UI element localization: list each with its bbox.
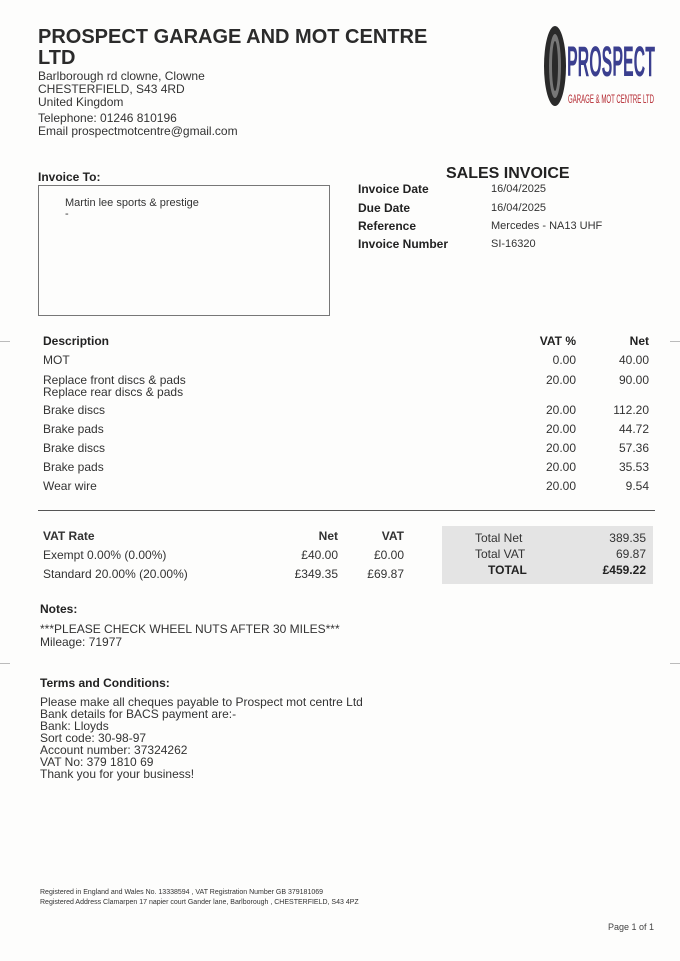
terms-line: Sort code: 30-98-97 [40,731,147,745]
vat-row-vat: £69.87 [367,567,404,581]
total-vat-label: Total VAT [475,547,526,561]
vat-table-net-header: Net [318,529,338,543]
company-name: PROSPECT GARAGE AND MOT CENTRE LTD [38,26,428,69]
vat-rate-row: Standard 20.00% (20.00%) [43,567,188,581]
vat-percent-header: VAT % [539,334,576,348]
notes-line: ***PLEASE CHECK WHEEL NUTS AFTER 30 MILES*** [40,622,340,636]
invoice-date-label: Invoice Date [358,182,429,196]
total-label: TOTAL [488,563,527,577]
footer-address: Registered Address Clamarpen 17 napier court Gander lane, Barlborough , CHESTERFIELD, S43 4PZ [40,899,359,906]
line-item-vat: 0.00 [552,353,576,367]
company-logo [542,24,658,112]
margin-tick [670,663,680,664]
invoice-number-label: Invoice Number [358,237,449,251]
line-item-description: Brake discs [43,441,106,455]
invoice-title: SALES INVOICE [446,165,570,182]
margin-tick [670,341,680,342]
invoice-date: 16/04/2025 [491,183,547,195]
net-header: Net [629,334,649,348]
company-address-line1: Barlborough rd clowne, Clowne [38,69,205,83]
line-item-description: Brake pads [43,422,104,436]
line-item-description: Wear wire [43,479,97,493]
line-item-net: 9.54 [625,479,649,493]
company-email: Email prospectmotcentre@gmail.com [38,124,238,138]
total-amount: £459.22 [602,563,646,577]
line-item-vat: 20.00 [545,422,576,436]
invoice-to-box [38,185,330,316]
due-date-label: Due Date [358,201,411,215]
total-net: 389.35 [609,531,646,545]
line-item-net: 90.00 [618,373,649,387]
line-item-vat: 20.00 [545,403,576,417]
total-net-label: Total Net [475,531,523,545]
line-item-net: 112.20 [613,403,649,417]
description-header: Description [43,334,110,348]
company-telephone: Telephone: 01246 810196 [38,111,177,125]
reference: Mercedes - NA13 UHF [491,220,603,232]
terms-title: Terms and Conditions: [40,676,170,690]
logo-tagline: GARAGE & MOT CENTRE LTD [568,92,655,106]
terms-line: Bank: Lloyds [40,719,109,733]
vat-rate-header: VAT Rate [43,529,95,543]
footer-registration: Registered in England and Wales No. 13338594 , VAT Registration Number GB 379181069 [40,889,324,896]
line-item-description-extra: Replace rear discs & pads [43,385,184,399]
customer-name: Martin lee sports & prestige [65,197,199,209]
invoice-to-label: Invoice To: [38,170,101,184]
line-item-net: 35.53 [618,460,649,474]
vat-rate-row: Exempt 0.00% (0.00%) [43,548,167,562]
line-item-description: Brake pads [43,460,104,474]
line-item-description: Brake discs [43,403,106,417]
vat-row-net: £349.35 [294,567,338,581]
divider [38,510,655,511]
tyre-icon [544,26,566,106]
page-number: Page 1 of 1 [607,922,654,932]
terms-line: VAT No: 379 1810 69 [40,755,154,769]
line-item-vat: 20.00 [545,479,576,493]
line-item-net: 40.00 [618,353,649,367]
terms-line: Thank you for your business! [40,767,195,781]
total-vat: 69.87 [615,547,646,561]
line-item-vat: 20.00 [545,441,576,455]
terms-line: Account number: 37324262 [40,743,188,757]
line-item-net: 44.72 [618,422,649,436]
logo-word: PROSPECT [567,38,655,86]
line-item-description: Replace front discs & pads [43,373,186,387]
totals-box [442,526,653,584]
margin-tick [0,341,10,342]
line-item-net: 57.36 [618,441,649,455]
customer-extra: - [65,208,69,220]
company-address-line3: United Kingdom [38,95,124,109]
terms-line: Bank details for BACS payment are:- [40,707,237,721]
mileage: Mileage: 71977 [40,635,123,649]
company-address-line2: CHESTERFIELD, S43 4RD [38,82,185,96]
terms-line: Please make all cheques payable to Prospect mot centre Ltd [40,695,363,709]
vat-row-vat: £0.00 [373,548,404,562]
line-item-description: MOT [43,353,70,367]
invoice-number: SI-16320 [491,238,536,250]
vat-table-vat-header: VAT [381,529,404,543]
due-date: 16/04/2025 [491,202,547,214]
notes-title: Notes: [40,602,78,616]
line-item-vat: 20.00 [545,373,576,387]
margin-tick [0,663,10,664]
reference-label: Reference [358,219,417,233]
vat-row-net: £40.00 [301,548,338,562]
line-item-vat: 20.00 [545,460,576,474]
